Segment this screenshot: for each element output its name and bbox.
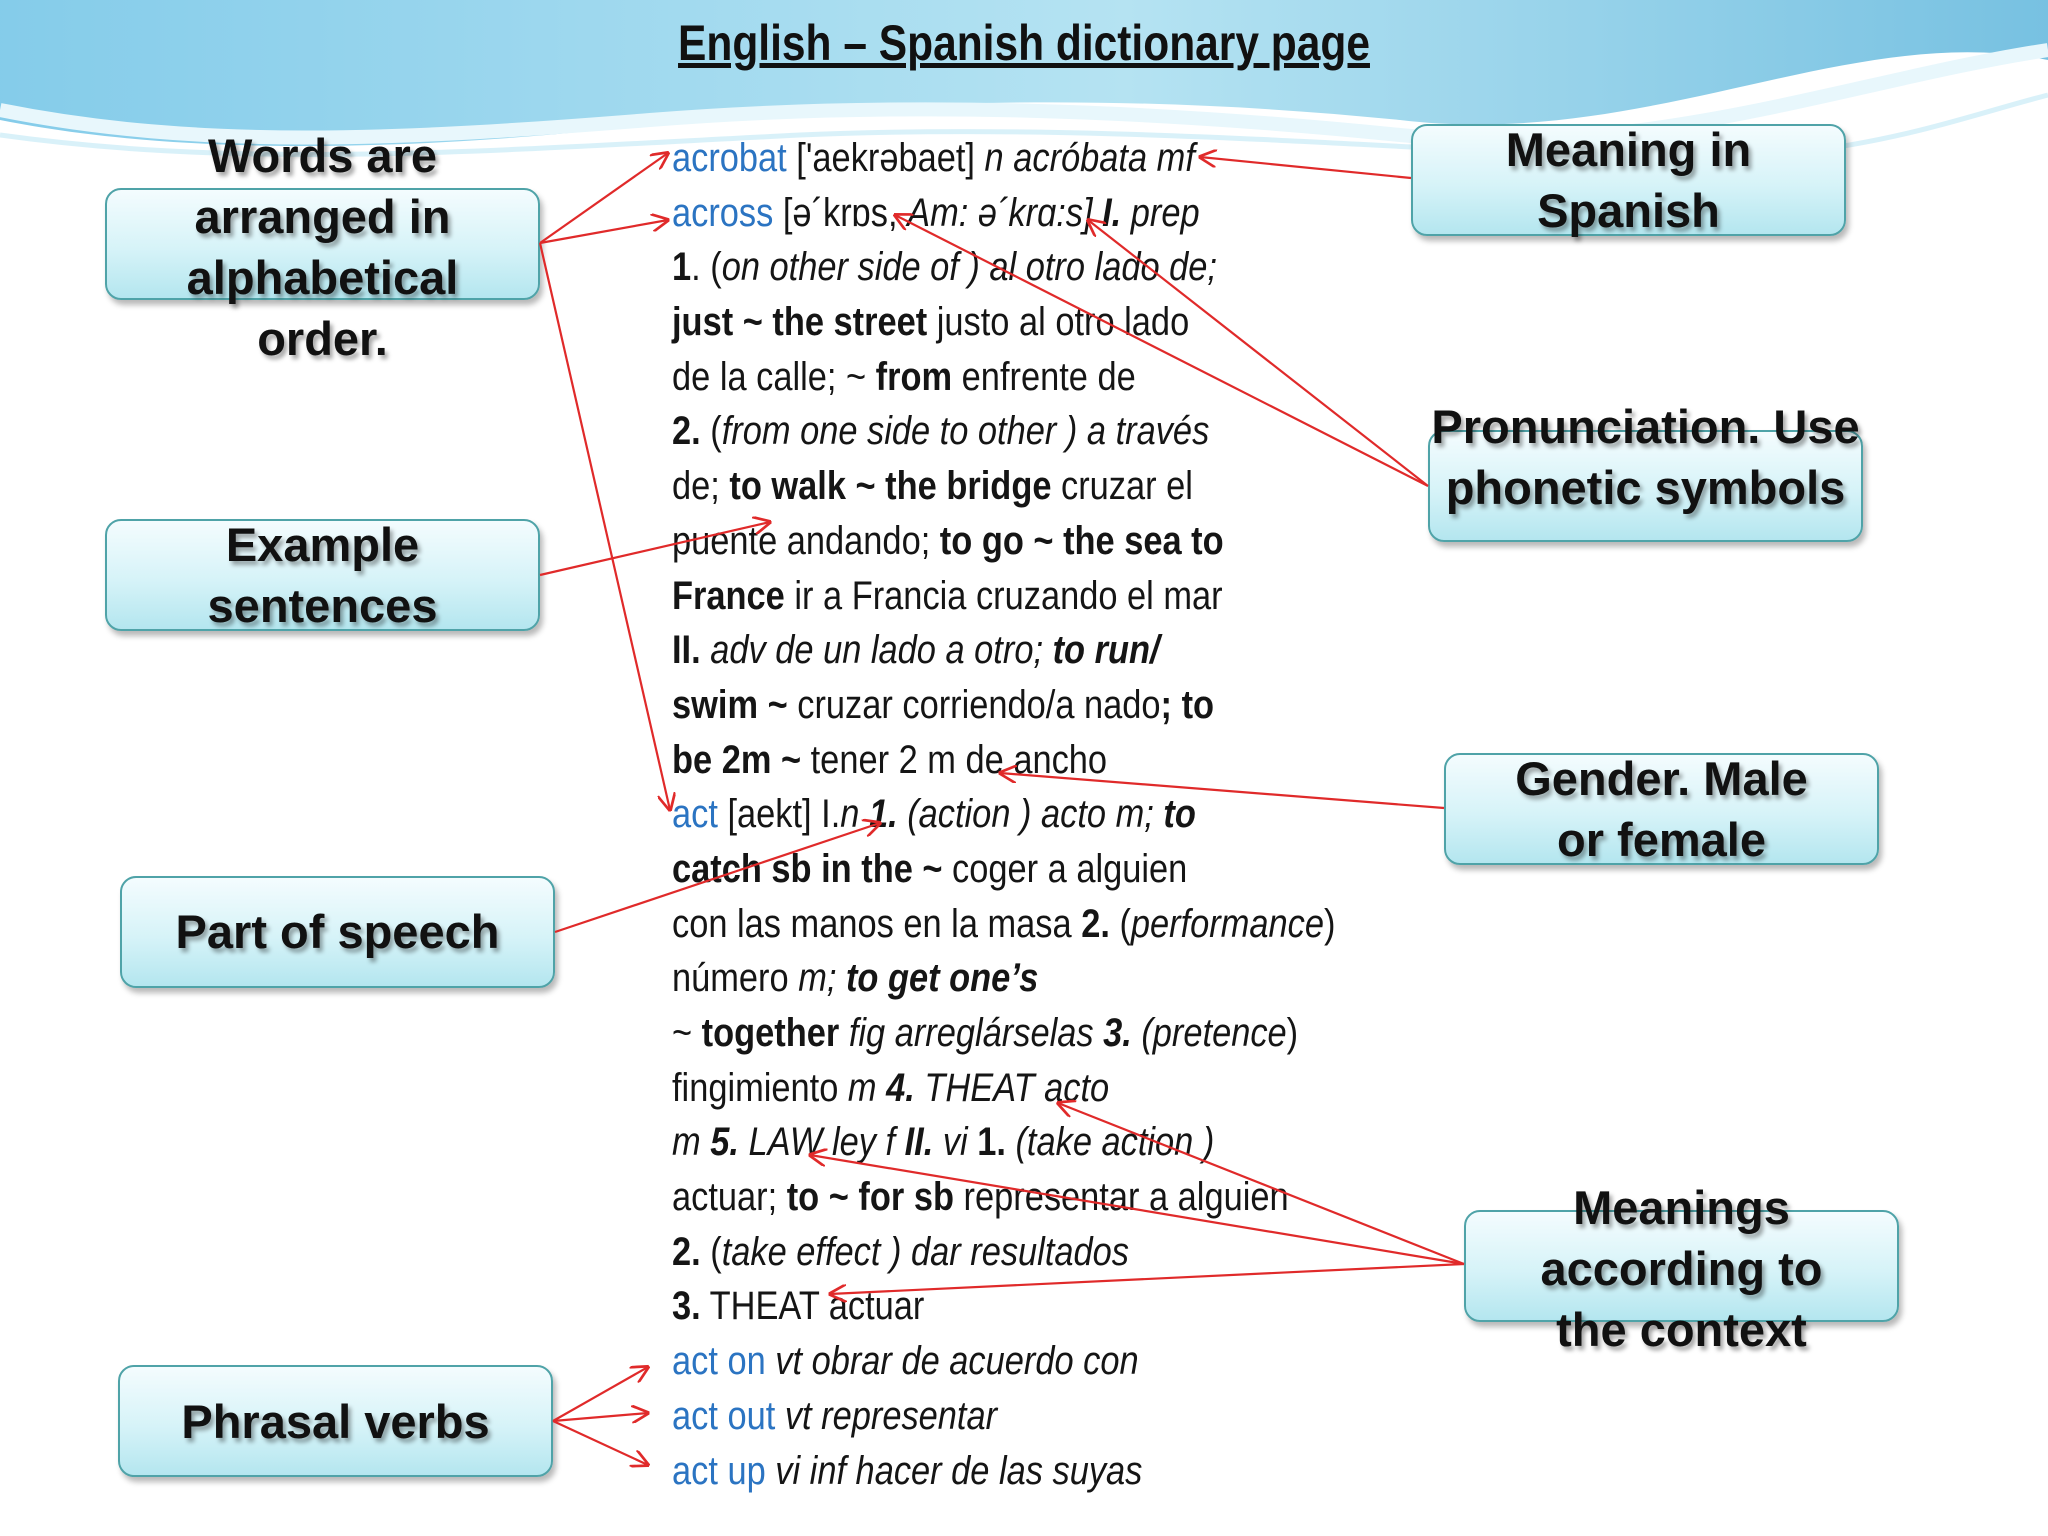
entry-line xyxy=(672,1225,1335,1280)
entry-headword: act xyxy=(672,792,718,837)
entry-text: 1. xyxy=(868,792,898,837)
entry-text: ; to xyxy=(1160,682,1215,727)
entry-text: to go ~ the sea to xyxy=(939,518,1224,563)
entry-text: m xyxy=(847,1065,887,1110)
entry-text: representar a alguien xyxy=(953,1175,1289,1220)
entry-text: performance xyxy=(1130,901,1325,946)
callout-gender: Gender. Male or female xyxy=(1515,752,1808,866)
entry-text: cruzar corriendo/a nado xyxy=(787,682,1161,727)
callout-part-of-speech: Part of speech xyxy=(175,905,500,958)
entry-text: 3. xyxy=(672,1284,701,1329)
entry-headword: act on xyxy=(672,1339,766,1384)
entry-text: fig arreglárselas xyxy=(839,1011,1104,1055)
entry-text: número xyxy=(672,956,799,1001)
callout-pronunciation: Pronunciation. Use phonetic symbols xyxy=(1431,400,1860,514)
callout-example-sentences: Example sentences xyxy=(207,518,438,632)
callout-phrasal-verbs: Phrasal verbs xyxy=(181,1395,490,1448)
entry-headword: act out xyxy=(672,1393,776,1438)
entry-line xyxy=(672,295,1335,350)
entry-text: ( xyxy=(700,1229,722,1274)
entry-text: together xyxy=(701,1011,840,1055)
entry-line xyxy=(672,787,1335,842)
entry-text: THEAT actuar xyxy=(700,1284,925,1329)
entry-text: puente andando; xyxy=(672,518,940,563)
entry-text: I. xyxy=(1102,190,1122,235)
entry-line xyxy=(672,569,1335,624)
entry-text: n acróbata mf xyxy=(984,136,1195,180)
entry-text: Am: ə´krɑ:s] xyxy=(907,190,1103,235)
entry-line xyxy=(672,1334,1335,1389)
dictionary-entry xyxy=(672,131,1335,1498)
entry-text: de la calle; ~ xyxy=(672,354,876,399)
entry-text: to ~ for sb xyxy=(786,1175,954,1220)
entry-text: de; xyxy=(672,464,730,509)
entry-text: fingimiento xyxy=(672,1065,848,1110)
entry-text: II. xyxy=(904,1120,934,1165)
entry-text: 2. xyxy=(1081,901,1110,946)
entry-text: 2. xyxy=(672,409,701,454)
entry-text: (take action ) xyxy=(1005,1120,1215,1165)
entry-text: THEAT acto xyxy=(914,1065,1110,1110)
entry-text: m xyxy=(672,1120,711,1165)
entry-text: to run/ xyxy=(1052,628,1160,673)
entry-line xyxy=(672,1389,1335,1444)
entry-text: ['aekrəbaet] xyxy=(786,136,985,180)
entry-line xyxy=(672,514,1335,569)
entry-text: vi inf hacer de las suyas xyxy=(765,1448,1143,1493)
entry-line xyxy=(672,842,1335,897)
entry-text: just ~ the street xyxy=(672,300,928,345)
entry-line xyxy=(672,186,1335,241)
entry-text: 5. xyxy=(710,1120,739,1165)
page-title: English – Spanish dictionary page xyxy=(678,15,1370,71)
entry-text: 2. xyxy=(672,1229,701,1274)
entry-headword: across xyxy=(672,190,774,235)
entry-line xyxy=(672,1279,1335,1334)
entry-text: to xyxy=(1163,792,1196,837)
entry-line xyxy=(672,240,1335,295)
entry-line xyxy=(672,897,1335,952)
entry-text: swim ~ xyxy=(672,682,788,727)
entry-text: to get one’s xyxy=(845,956,1039,1001)
entry-text: from one side to other ) a través xyxy=(721,409,1210,454)
entry-text: ir a Francia cruzando el mar xyxy=(784,573,1223,618)
entry-text: 1. xyxy=(977,1120,1006,1165)
entry-text: France xyxy=(672,573,785,618)
entry-text: enfrente de xyxy=(952,354,1136,399)
entry-text: take effect ) dar resultados xyxy=(721,1229,1129,1274)
entry-line xyxy=(672,131,1335,186)
entry-text: be 2m ~ xyxy=(672,737,802,782)
callout-meaning-in-spanish: Meaning in Spanish xyxy=(1505,123,1752,237)
entry-text: ( xyxy=(1109,901,1131,946)
entry-text: (pretence xyxy=(1131,1011,1287,1055)
entry-line xyxy=(672,1061,1335,1116)
entry-text: (action ) acto m; xyxy=(897,792,1164,837)
entry-line xyxy=(672,350,1335,405)
callout-meanings-context: Meanings according to the context xyxy=(1540,1181,1823,1356)
entry-line xyxy=(672,459,1335,514)
entry-text: actuar; xyxy=(672,1175,787,1220)
entry-text: on other side of ) al otro lado de; xyxy=(721,245,1217,290)
entry-text: vt representar xyxy=(775,1393,998,1438)
entry-line xyxy=(672,1444,1335,1499)
entry-text: 4. xyxy=(886,1065,915,1110)
entry-text: 3. xyxy=(1103,1011,1132,1055)
entry-text: ( xyxy=(700,409,722,454)
entry-line xyxy=(672,1170,1335,1225)
entry-text: to walk ~ the bridge xyxy=(729,464,1052,509)
entry-text: from xyxy=(875,354,953,399)
entry-text: catch sb in the ~ xyxy=(672,846,943,891)
entry-headword: act up xyxy=(672,1448,766,1493)
callout-alphabetical-order: Words are arranged in alphabetical order. xyxy=(186,129,459,365)
entry-text: cruzar el xyxy=(1051,464,1193,509)
entry-line xyxy=(672,1006,1335,1061)
entry-text: justo al otro lado xyxy=(927,300,1190,345)
entry-text: ) xyxy=(1286,1011,1299,1055)
entry-text: [aekt] I. xyxy=(717,792,841,837)
entry-line xyxy=(672,951,1335,1006)
entry-text: coger a alguien xyxy=(942,846,1188,891)
entry-line xyxy=(672,623,1335,678)
entry-line xyxy=(672,404,1335,459)
entry-text: II. xyxy=(672,628,701,673)
entry-text: con las manos en la masa xyxy=(672,901,1082,946)
entry-text: prep xyxy=(1121,190,1200,235)
entry-headword: acrobat xyxy=(672,136,787,180)
entry-text: ) xyxy=(1324,901,1336,946)
entry-text: tener 2 m de ancho xyxy=(801,737,1108,782)
entry-line xyxy=(672,733,1335,788)
entry-text: m; xyxy=(798,956,846,1001)
entry-text: 1 xyxy=(672,245,692,290)
entry-line xyxy=(672,1115,1335,1170)
entry-text: adv de un lado a otro; xyxy=(700,628,1053,673)
entry-text: LAW ley f xyxy=(738,1120,905,1165)
entry-text: . ( xyxy=(691,245,722,290)
entry-text: ~ xyxy=(672,1011,702,1055)
entry-text: vi xyxy=(933,1120,978,1165)
entry-text: n xyxy=(840,792,869,837)
entry-text: vt obrar de acuerdo con xyxy=(765,1339,1139,1384)
entry-text: [ə´krɒs, xyxy=(773,190,908,235)
entry-line xyxy=(672,678,1335,733)
